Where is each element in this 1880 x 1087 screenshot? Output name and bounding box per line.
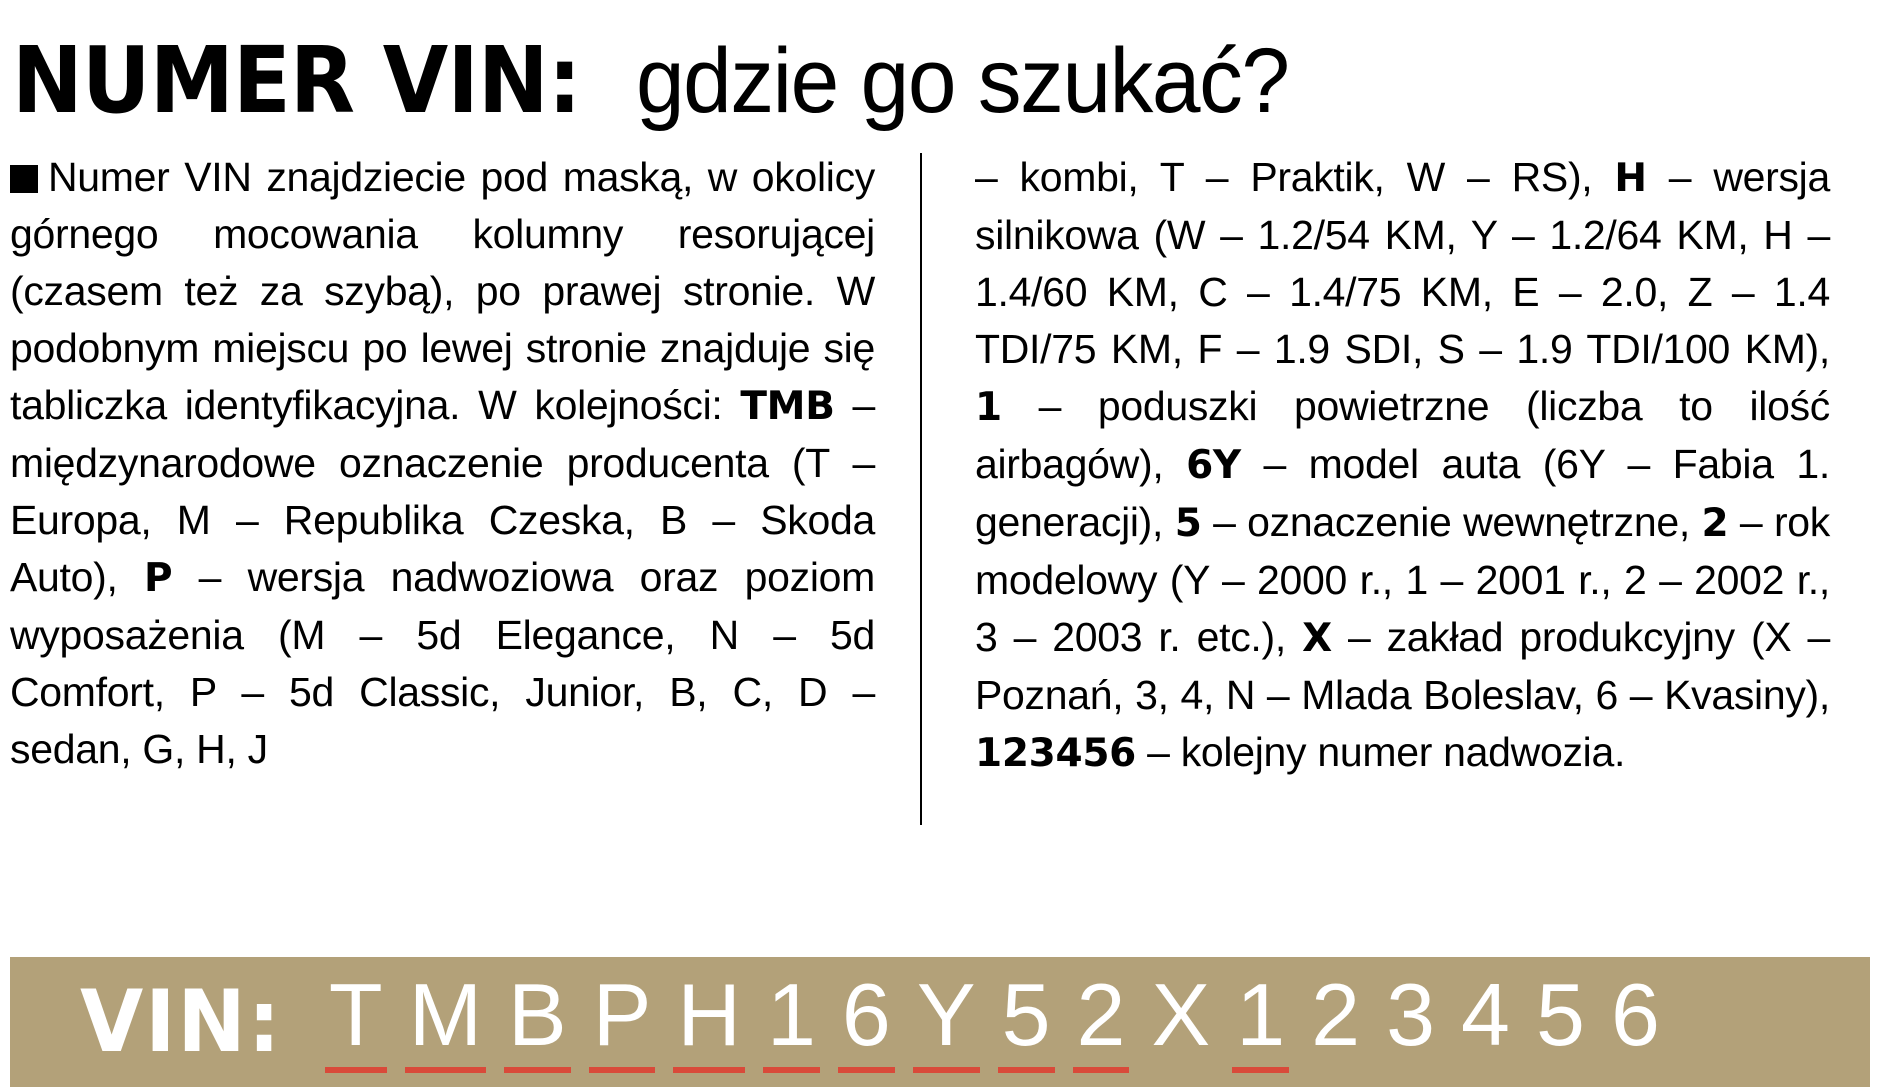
vin-character: 6 [842, 971, 891, 1073]
vin-character: 6 [1610, 965, 1660, 1065]
vin-example-bar [10, 957, 1870, 1087]
headline-bold: NUMER VIN: [12, 27, 581, 135]
page-title [10, 21, 1870, 135]
article-column-right [920, 149, 1830, 849]
vin-character: 5 [1536, 965, 1585, 1065]
vin-character-list [328, 965, 1686, 1073]
headline-light: gdzie go szukać? [636, 30, 1289, 133]
vin-character: T [329, 971, 383, 1073]
vin-character: 4 [1461, 965, 1510, 1065]
article-column-left [10, 149, 920, 849]
vin-character: M [409, 971, 482, 1073]
vin-character: 2 [1077, 971, 1126, 1073]
vin-character: 2 [1311, 965, 1361, 1065]
square-bullet-icon [10, 165, 38, 193]
vin-character: H [677, 971, 741, 1073]
right-column-text: – kombi, T – Praktik, W – RS), H – wersja silnikowa (W – 1.2/54 KM, Y – 1.2/64 KM, H – 1.4/60 KM, C – 1.4/75 KM, E – 2.0, Z – 1.4 TDI/75 KM, F – 1.9 SDI, S – 1.9 TDI/100 KM), 1 – poduszki powietrzne (liczba to ilość airbagów), 6Y – model auta (6Y – Fabia 1. generacji), 5 – oznaczenie wewnętrzne, 2 – rok modelowy (Y – 2000 r., 1 – 2001 r., 2 – 2002 r., 3 – 2003 r. etc.), X – zakład produkcyjny (X – Poznań, 3, 4, N – Mlada Boleslav, 6 – Kvasiny), 123456 – kolejny numer nadwozia. [975, 153, 1831, 776]
vin-character: 1 [767, 971, 816, 1073]
vin-character: Y [917, 971, 976, 1073]
vin-character: X [1151, 965, 1211, 1065]
vin-character: 1 [1236, 971, 1285, 1073]
column-divider [920, 153, 922, 825]
vin-label: VIN: [80, 972, 283, 1073]
article-columns [10, 149, 1870, 849]
vin-character: P [593, 971, 652, 1073]
left-column-text: Numer VIN znajdziecie pod maską, w okolicy górnego mocowania kolumny resorującej (czasem też za szybą), po prawej stronie. W podobnym miejscu po lewej stronie znajduje się tabliczka identyfikacyjna. W kolejności: TMB – międzynarodowe oznaczenie producenta (T – Europa, M – Republika Czeska, B – Skoda Auto), P – wersja nadwoziowa oraz poziom wyposażenia (M – 5d Elegance, N – 5d Comfort, P – 5d Classic, Junior, B, C, D – sedan, G, H, J [10, 153, 876, 772]
vin-character: 3 [1386, 965, 1436, 1065]
vin-character: B [508, 971, 567, 1073]
article-page [0, 21, 1880, 1087]
vin-character: 5 [1002, 971, 1051, 1073]
